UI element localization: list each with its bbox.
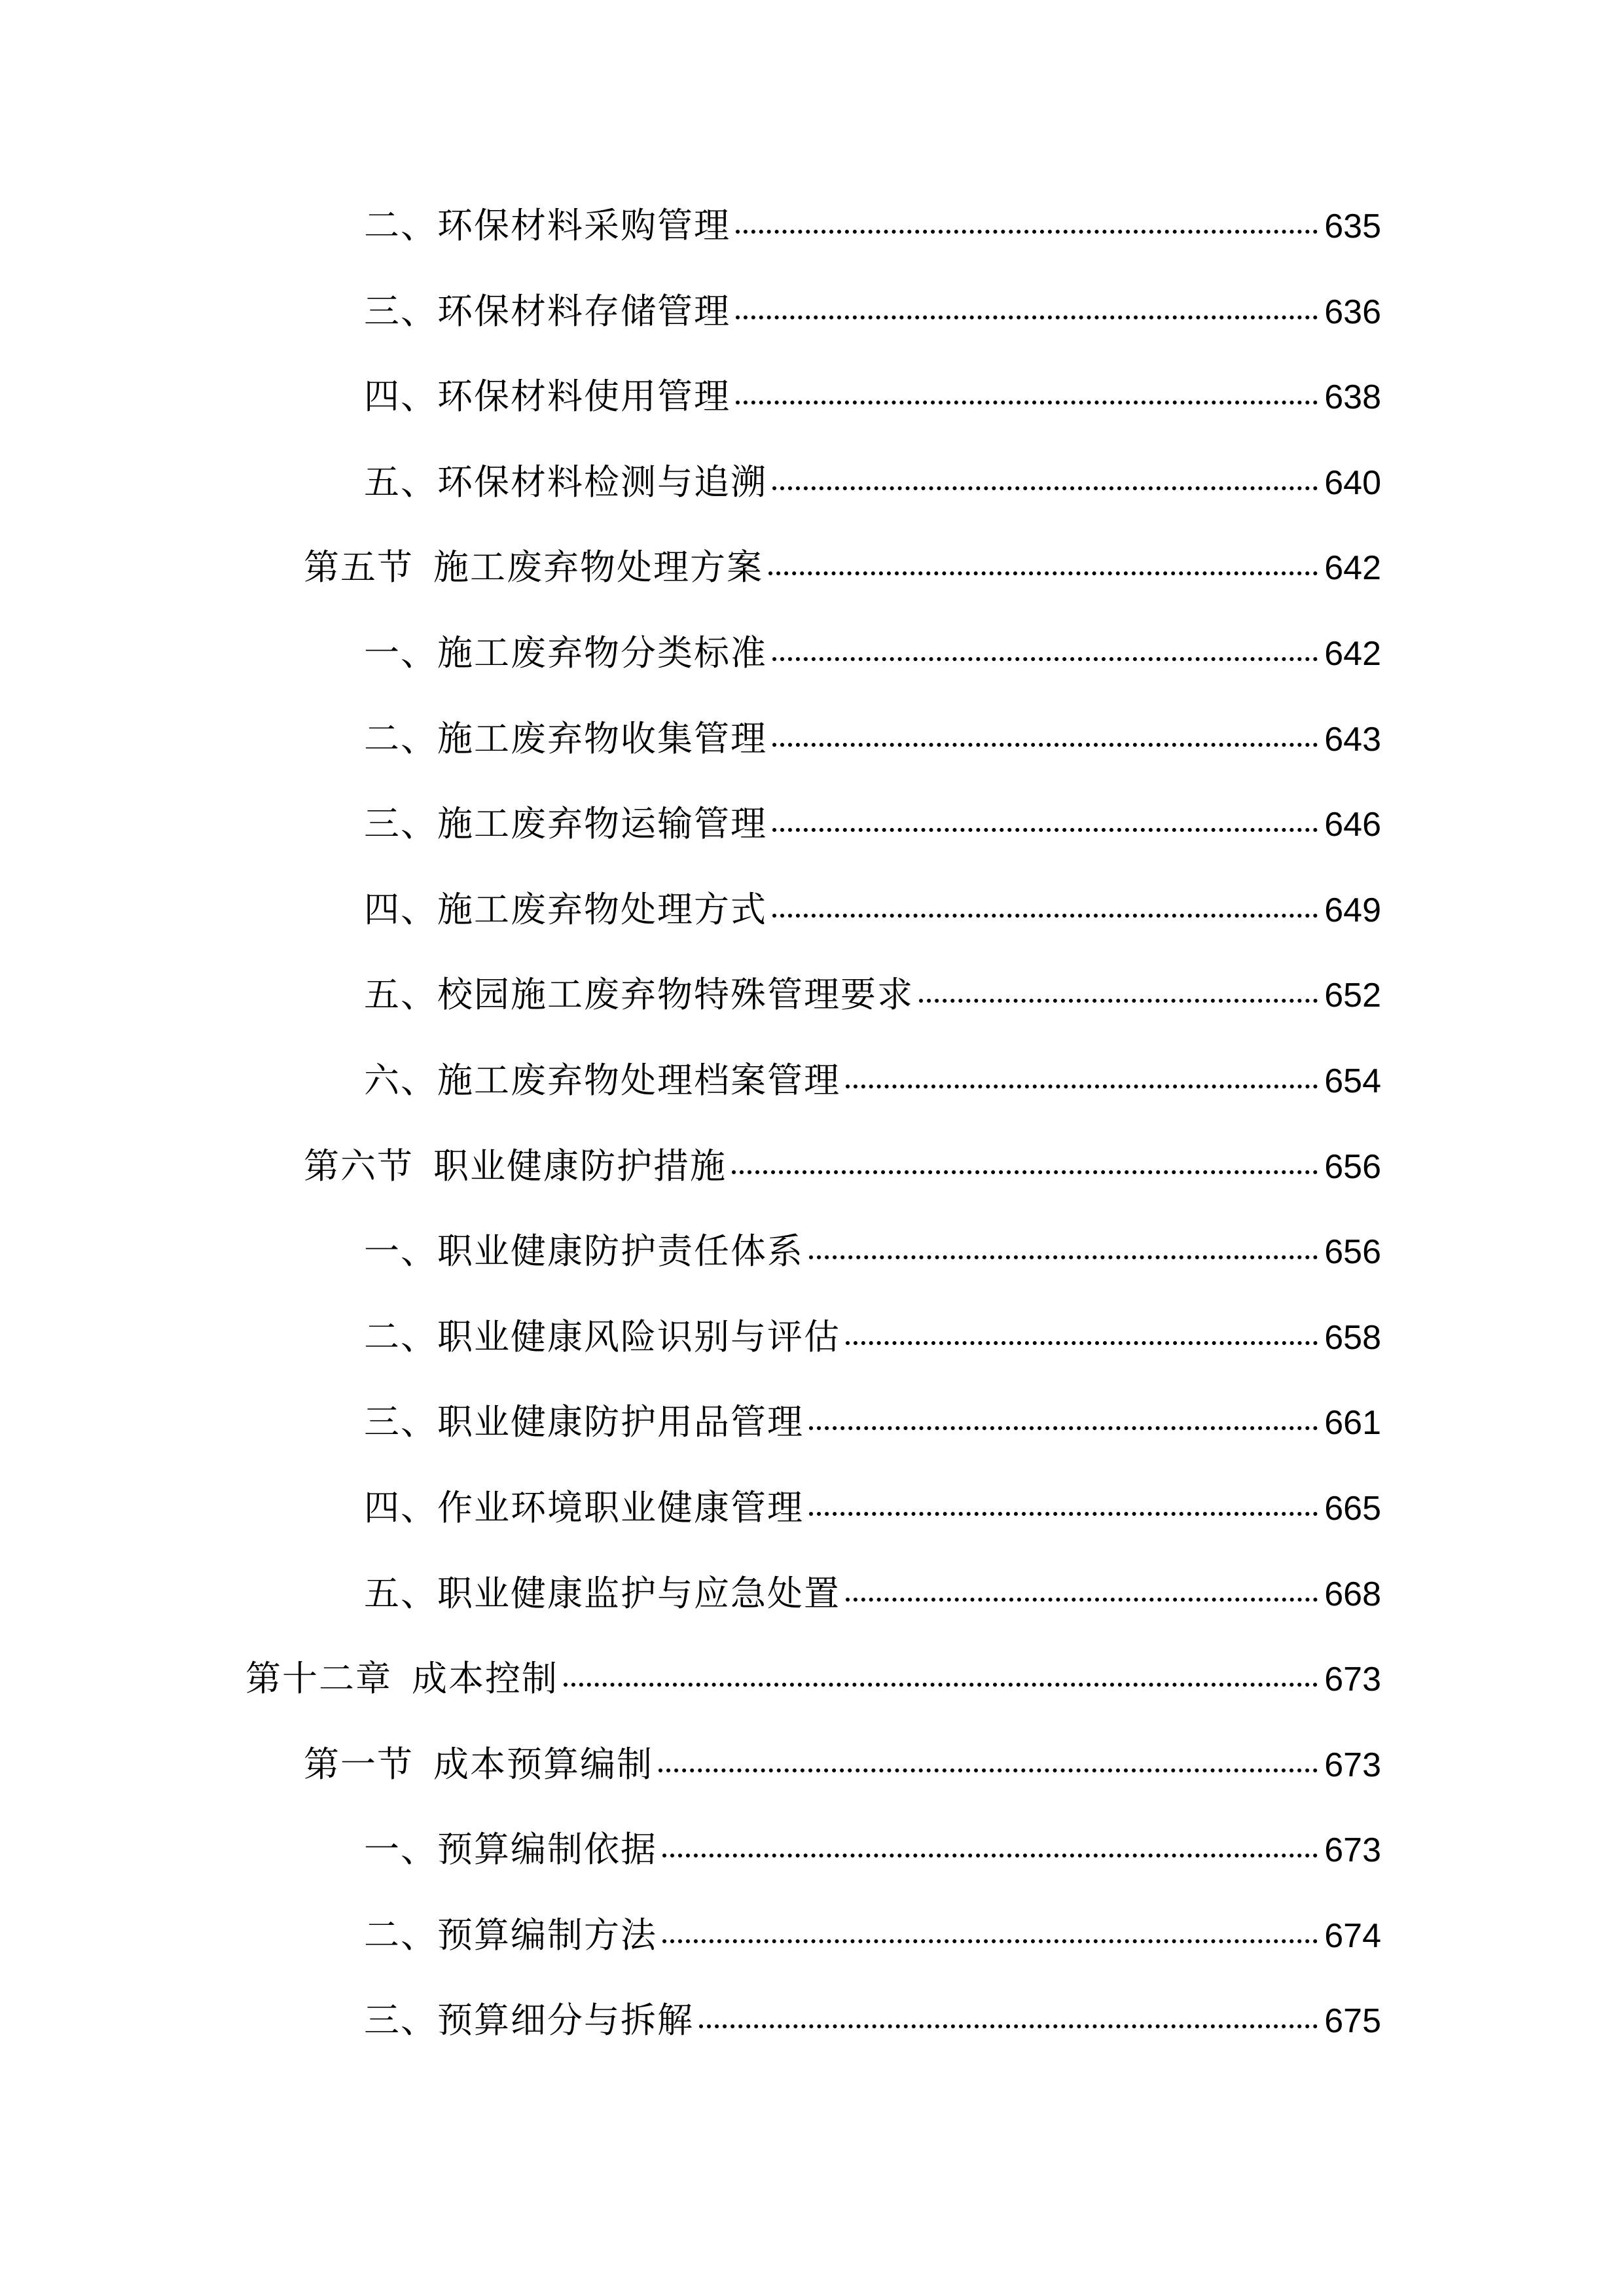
toc-entry-title: 二、环保材料采购管理 <box>364 205 731 246</box>
toc-dot-leader <box>809 1512 1318 1516</box>
toc-section-title: 成本预算编制 <box>433 1743 653 1785</box>
toc-entry[interactable] <box>0 1829 1381 1918</box>
toc-entry-title <box>245 1658 558 1700</box>
toc-dot-leader <box>919 999 1318 1003</box>
toc-dot-leader <box>736 230 1318 234</box>
toc-page-number: 673 <box>1324 1831 1381 1870</box>
table-of-contents <box>0 205 1624 2089</box>
toc-page-number: 642 <box>1324 549 1381 588</box>
toc-entry-title: 一、职业健康防护责任体系 <box>364 1230 804 1272</box>
toc-section-entry[interactable] <box>0 1145 1381 1234</box>
toc-entry[interactable] <box>0 1316 1381 1405</box>
toc-page-number: 636 <box>1324 293 1381 331</box>
toc-entry-title: 五、校园施工废弃物特殊管理要求 <box>364 974 914 1016</box>
toc-entry-title <box>304 1743 653 1785</box>
toc-entry[interactable] <box>0 1914 1381 2003</box>
toc-entry-title: 六、施工废弃物处理档案管理 <box>364 1059 840 1101</box>
toc-dot-leader <box>768 571 1318 575</box>
toc-entry[interactable] <box>0 1059 1381 1149</box>
toc-page-number: 640 <box>1324 463 1381 502</box>
toc-section-title: 职业健康防护措施 <box>433 1145 727 1187</box>
toc-page-number: 638 <box>1324 378 1381 417</box>
toc-dot-leader <box>662 1854 1318 1857</box>
toc-entry[interactable] <box>0 461 1381 550</box>
toc-page-number: 649 <box>1324 891 1381 929</box>
toc-page-number: 643 <box>1324 720 1381 759</box>
toc-entry[interactable] <box>0 1401 1381 1490</box>
toc-entry-title: 二、职业健康风险识别与评估 <box>364 1316 840 1357</box>
toc-section-label: 第五节 <box>304 547 414 588</box>
toc-entry-title: 三、环保材料存储管理 <box>364 290 731 332</box>
toc-entry[interactable] <box>0 632 1381 721</box>
toc-entry-title: 一、施工废弃物分类标准 <box>364 632 767 673</box>
toc-chapter-title: 成本控制 <box>412 1658 558 1700</box>
toc-page-number: 656 <box>1324 1147 1381 1186</box>
toc-entry-title: 五、环保材料检测与追溯 <box>364 461 767 503</box>
toc-entry[interactable] <box>0 803 1381 892</box>
toc-page-number: 656 <box>1324 1233 1381 1272</box>
toc-entry[interactable] <box>0 290 1381 380</box>
toc-entry-title: 三、施工废弃物运输管理 <box>364 803 767 845</box>
toc-dot-leader <box>809 1426 1318 1430</box>
toc-dot-leader <box>809 1255 1318 1259</box>
toc-entry-title: 三、职业健康防护用品管理 <box>364 1401 804 1443</box>
toc-dot-leader <box>736 401 1318 404</box>
toc-dot-leader <box>732 1170 1318 1174</box>
toc-page-number: 642 <box>1324 634 1381 673</box>
toc-entry[interactable] <box>0 974 1381 1063</box>
toc-page-number: 674 <box>1324 1916 1381 1955</box>
toc-entry-title: 三、预算细分与拆解 <box>364 2000 694 2041</box>
toc-entry[interactable] <box>0 1572 1381 1662</box>
toc-dot-leader <box>772 486 1318 490</box>
toc-page-number: 661 <box>1324 1404 1381 1443</box>
toc-page-number: 654 <box>1324 1062 1381 1100</box>
toc-entry-title: 二、施工废弃物收集管理 <box>364 717 767 759</box>
toc-page-number: 665 <box>1324 1489 1381 1528</box>
toc-entry-title: 四、施工废弃物处理方式 <box>364 888 767 930</box>
toc-entry[interactable] <box>0 888 1381 978</box>
toc-page-number: 675 <box>1324 2002 1381 2041</box>
toc-page-number: 635 <box>1324 207 1381 245</box>
toc-page-number: 652 <box>1324 977 1381 1015</box>
toc-section-label: 第六节 <box>304 1145 414 1187</box>
toc-dot-leader <box>846 1598 1318 1602</box>
toc-section-entry[interactable] <box>0 1743 1381 1833</box>
toc-chapter-label: 第十二章 <box>245 1658 392 1700</box>
toc-entry-title: 一、预算编制依据 <box>364 1829 657 1871</box>
toc-entry-title: 五、职业健康监护与应急处置 <box>364 1572 840 1614</box>
toc-entry[interactable] <box>0 2000 1381 2089</box>
toc-section-entry[interactable] <box>0 547 1381 636</box>
toc-dot-leader <box>659 1768 1318 1772</box>
toc-entry-title: 四、环保材料使用管理 <box>364 376 731 418</box>
toc-dot-leader <box>564 1683 1318 1687</box>
toc-dot-leader <box>662 1939 1318 1943</box>
toc-dot-leader <box>772 914 1318 918</box>
toc-entry[interactable] <box>0 717 1381 807</box>
toc-dot-leader <box>772 743 1318 747</box>
toc-dot-leader <box>772 657 1318 661</box>
toc-entry-title <box>304 1145 727 1187</box>
toc-dot-leader <box>846 1341 1318 1345</box>
toc-page-number: 673 <box>1324 1746 1381 1784</box>
toc-dot-leader <box>772 828 1318 832</box>
toc-entry-title <box>304 547 763 588</box>
toc-page-number: 646 <box>1324 806 1381 844</box>
toc-entry-title: 二、预算编制方法 <box>364 1914 657 1956</box>
toc-dot-leader <box>699 2024 1318 2028</box>
toc-section-label: 第一节 <box>304 1743 414 1785</box>
toc-page-number: 673 <box>1324 1660 1381 1699</box>
toc-section-title: 施工废弃物处理方案 <box>433 547 763 588</box>
toc-entry-title: 四、作业环境职业健康管理 <box>364 1486 804 1528</box>
toc-entry[interactable] <box>0 1486 1381 1576</box>
toc-entry[interactable] <box>0 376 1381 465</box>
toc-dot-leader <box>846 1085 1318 1088</box>
toc-page-number: 668 <box>1324 1575 1381 1613</box>
toc-dot-leader <box>736 315 1318 319</box>
toc-chapter-entry[interactable] <box>0 1658 1381 1747</box>
toc-entry[interactable] <box>0 205 1381 294</box>
toc-page-number: 658 <box>1324 1318 1381 1357</box>
toc-entry[interactable] <box>0 1230 1381 1319</box>
